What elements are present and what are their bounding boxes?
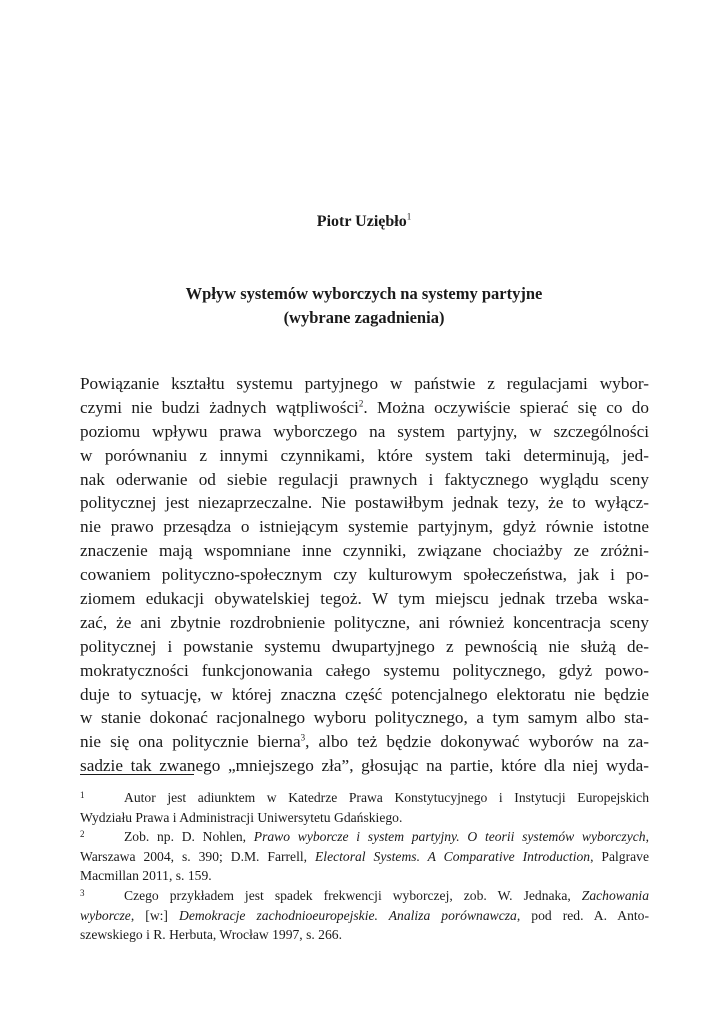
article-title xyxy=(80,282,648,330)
body-line: nak oderwanie od siebie regulacji prawnych i faktycznego wyglądu sceny xyxy=(80,469,649,489)
body-line: politycznej jest niezaprzeczalne. Nie postawiłbym jednak tezy, że to wyłącz- xyxy=(80,493,649,513)
title-line-1: Wpływ systemów wyborczych na systemy partyjne xyxy=(185,284,543,303)
footnote-2-cont: Warszawa 2004, s. 390; D.M. Farrell, Electoral Systems. A Comparative Introduction, Palgrave xyxy=(80,848,649,864)
body-line: w porównaniu z innymi czynnikami, które system taki determinują, jed- xyxy=(80,445,649,465)
body-line: zać, że ani zbytnie rozdrobnienie polityczne, ani również koncentracja sceny xyxy=(80,612,649,632)
footnote-ref-3[interactable]: 3 xyxy=(300,732,306,743)
body-line: politycznej i powstanie systemu dwupartyjnego z pewnością nie służą de- xyxy=(80,636,649,656)
body-line: poziomu wpływu prawa wyborczego na system partyjny, w szczególności xyxy=(80,421,649,441)
footnotes xyxy=(80,788,649,945)
body-line: ziomem edukacji obywatelskiej tegoż. W tym miejscu jednak trzeba wska- xyxy=(80,589,649,609)
body-line: znaczenie mają wspomniane inne czynniki, związane chociażby ze zróżni- xyxy=(80,541,649,561)
body-line: nie się ona politycznie bierna$^3$, albo też będzie dokonywać wyborów na za- xyxy=(80,732,649,752)
footnote-1: 1 Autor jest adiunktem w Katedrze Prawa Konstytucyjnego i Instytucji Europejskich xyxy=(80,790,649,805)
footnote-number: 1 xyxy=(80,790,85,800)
footnote-1-cont: Wydziału Prawa i Administracji Uniwersytetu Gdańskiego. xyxy=(80,809,403,825)
footnote-separator xyxy=(80,774,194,775)
body-line: nie prawo przesądza o istniejącym systemie partyjnym, gdyż równie istotne xyxy=(80,517,649,537)
footnote-3-cont: wyborcze, [w:] Demokracje zachodnioeuropejskie. Analiza porównawcza, pod red. A. Anto- xyxy=(80,907,649,923)
body-line: mokratyczności funkcjonowania całego systemu politycznego, gdyż powo- xyxy=(80,660,649,680)
body-line: duje to sytuację, w której znaczna część potencjalnego elektoratu nie będzie xyxy=(80,684,649,704)
footnote-2-cont: Macmillan 2011, s. 159. xyxy=(80,868,212,884)
footnote-number: 3 xyxy=(80,887,85,898)
body-line: w stanie dokonać racjonalnego wyboru politycznego, a tym samym albo sta- xyxy=(80,708,649,728)
body-line: Powiązanie kształtu systemu partyjnego w państwie z regulacjami wybor- xyxy=(80,374,649,393)
body-paragraph xyxy=(80,372,649,778)
body-line: cowaniem polityczno-społecznym czy kulturowym społeczeństwa, jak i po- xyxy=(80,565,649,585)
footnote-ref-2[interactable]: 2 xyxy=(358,398,364,409)
body-line: sadzie tak zwanego „mniejszego zła”, głosując na partie, które dla niej wyda- xyxy=(80,756,649,776)
footnote-number: 2 xyxy=(80,829,85,840)
footnote-2: 2 Zob. np. D. Nohlen, Prawo wyborcze i system partyjny. O teorii systemów wyborczych, xyxy=(80,829,649,845)
footnote-3: 3 Czego przykładem jest spadek frekwencji wyborczej, zob. W. Jednaka, Zachowania xyxy=(80,887,649,903)
title-line-2: (wybrane zagadnienia) xyxy=(283,308,445,327)
author-footnote-mark[interactable]: 1 xyxy=(406,211,412,222)
footnote-3-cont: szewskiego i R. Herbuta, Wrocław 1997, s. 266. xyxy=(80,927,342,943)
body-line: czymi nie budzi żadnych wątpliwości$^2$. Można oczywiście spierać się co do xyxy=(80,397,649,417)
author-name: Piotr Uziębło xyxy=(316,213,407,230)
author-heading xyxy=(0,212,728,232)
